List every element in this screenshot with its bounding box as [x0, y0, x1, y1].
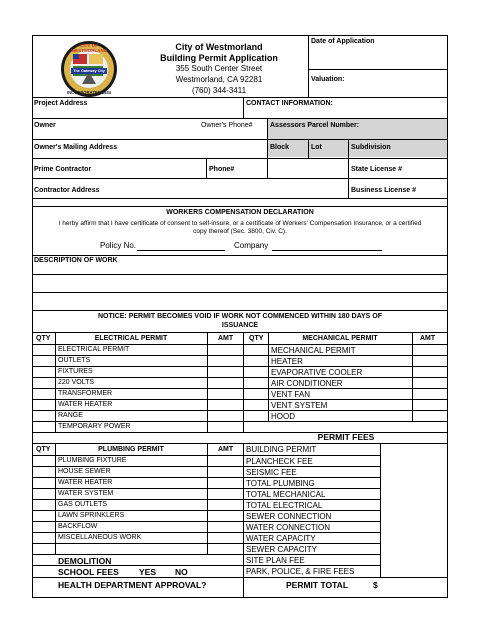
electrical-item: WATER HEATER [58, 401, 113, 408]
mechanical-item: MECHANICAL PERMIT [271, 346, 356, 355]
state-license-label: State License # [351, 166, 402, 173]
electrical-qty-header: QTY [36, 335, 51, 342]
plumbing-item: MISCELLANEOUS WORK [58, 534, 142, 541]
electrical-item: TRANSFORMER [58, 390, 113, 397]
permit-total-dollar: $ [373, 580, 378, 590]
health-department-approval-label: HEALTH DEPARTMENT APPROVAL? [58, 580, 207, 590]
plumbing-item: PLUMBING FIXTURE [58, 457, 127, 464]
fee-item: BUILDING PERMIT [246, 445, 317, 454]
mechanical-amt-header: AMT [420, 335, 436, 342]
school-fees-no[interactable]: NO [175, 567, 188, 577]
fee-item: PLANCHECK FEE [246, 457, 313, 466]
subdivision-label: Subdivision [351, 144, 391, 151]
date-of-application-label: Date of Application [311, 38, 375, 45]
lot-label: Lot [311, 144, 322, 151]
electrical-item: FIXTURES [58, 368, 93, 375]
fee-item: PARK, POLICE, & FIRE FEES [246, 567, 355, 576]
plumbing-item: HOUSE SEWER [58, 468, 111, 475]
seal-bottom-text: INCORPORATED 1934 [66, 90, 112, 95]
seal-top-text: CITY OF WESTMORLAND [71, 43, 107, 53]
plumbing-item: WATER HEATER [58, 479, 113, 486]
valuation-field[interactable] [350, 71, 446, 95]
plumbing-qty-header: QTY [36, 446, 51, 453]
business-license-label: Business License # [351, 187, 416, 194]
city-name: City of Westmorland [175, 42, 263, 52]
city-phone: (760) 344-3411 [191, 86, 247, 95]
electrical-item: RANGE [58, 412, 83, 419]
electrical-item: TEMPORARY POWER [58, 423, 131, 430]
mechanical-item: HOOD [271, 412, 295, 421]
electrical-permit-header: ELECTRICAL PERMIT [94, 335, 168, 342]
mechanical-qty-header: QTY [249, 335, 264, 342]
plumbing-item: BACKFLOW [58, 523, 98, 530]
fee-item: TOTAL MECHANICAL [246, 490, 326, 499]
mechanical-item: AIR CONDITIONER [271, 379, 343, 388]
date-of-application-field[interactable] [309, 48, 447, 68]
form-title: Building Permit Application [160, 53, 278, 63]
electrical-amt-header: AMT [218, 335, 234, 342]
workers-comp-title: WORKERS COMPENSATION DECLARATION [166, 209, 314, 216]
fee-item: SITE PLAN FEE [246, 556, 305, 565]
plumbing-item: WATER SYSTEM [58, 490, 114, 497]
contractor-phone-label: Phone# [209, 166, 235, 173]
plumbing-amt-header: AMT [218, 446, 234, 453]
city-state-zip: Westmorland, CA 92281 [175, 75, 263, 84]
electrical-item: ELECTRICAL PERMIT [58, 346, 130, 353]
plumbing-permit-header: PLUMBING PERMIT [98, 446, 164, 453]
workers-comp-text-2: copy thereof (Sec. 3800, Civ. C). [193, 228, 287, 235]
electrical-item: OUTLETS [58, 357, 91, 364]
fee-item: SEISMIC FEE [246, 468, 297, 477]
mechanical-item: EVAPORATIVE COOLER [271, 368, 363, 377]
contractor-address-label: Contractor Address [34, 187, 100, 194]
project-address-label: Project Address [34, 100, 88, 107]
plumbing-item: GAS OUTLETS [58, 501, 108, 508]
demolition-label: DEMOLITION [58, 556, 112, 566]
company-label: Company [234, 241, 269, 250]
fee-item: TOTAL PLUMBING [246, 479, 315, 488]
plumbing-item: LAWN SPRINKLERS [58, 512, 125, 519]
fee-item: TOTAL ELECTRICAL [246, 501, 323, 510]
mechanical-item: HEATER [271, 357, 303, 366]
policy-no-field[interactable] [137, 250, 225, 251]
fee-item: WATER CAPACITY [246, 534, 316, 543]
workers-comp-text-1: I herby affirm that I have certificate of consent to self-insure, or a certificate of Workers' Compensation Insurance, or a certified [58, 220, 422, 227]
fee-item: SEWER CAPACITY [246, 545, 317, 554]
electrical-item: 220 VOLTS [58, 379, 95, 386]
permit-total-label: PERMIT TOTAL [286, 580, 349, 590]
owners-phone-label: Owner's Phone# [201, 122, 253, 129]
assessors-parcel-label: Assessors Parcel Number: [270, 122, 360, 129]
school-fees-yes[interactable]: YES [139, 567, 157, 577]
mechanical-item: VENT FAN [271, 390, 310, 399]
contact-information-label: CONTACT INFORMATION: [246, 100, 333, 107]
mechanical-permit-header: MECHANICAL PERMIT [302, 335, 378, 342]
description-of-work-label: DESCRIPTION OF WORK [34, 257, 118, 264]
policy-no-label: Policy No. [100, 241, 137, 250]
school-fees-label: SCHOOL FEES [58, 567, 119, 577]
mechanical-item: VENT SYSTEM [271, 401, 328, 410]
block-label: Block [270, 144, 290, 151]
fee-item: WATER CONNECTION [246, 523, 330, 532]
valuation-label: Valuation: [311, 76, 345, 83]
seal-banner: The Gateway City [73, 69, 105, 73]
notice-line-1: NOTICE: PERMIT BECOMES VOID IF WORK NOT COMMENCED WITHIN 180 DAYS OF [97, 313, 383, 320]
notice-line-2: ISSUANCE [221, 322, 259, 329]
fee-item: SEWER CONNECTION [246, 512, 332, 521]
prime-contractor-label: Prime Contractor [34, 166, 92, 173]
owner-label: Owner [34, 122, 56, 129]
owners-mailing-address-label: Owner's Mailing Address [34, 144, 118, 151]
city-seal [56, 40, 122, 98]
permit-fees-title: PERMIT FEES [317, 432, 375, 442]
street-address: 355 South Center Street [175, 64, 263, 73]
company-field[interactable] [272, 250, 382, 251]
